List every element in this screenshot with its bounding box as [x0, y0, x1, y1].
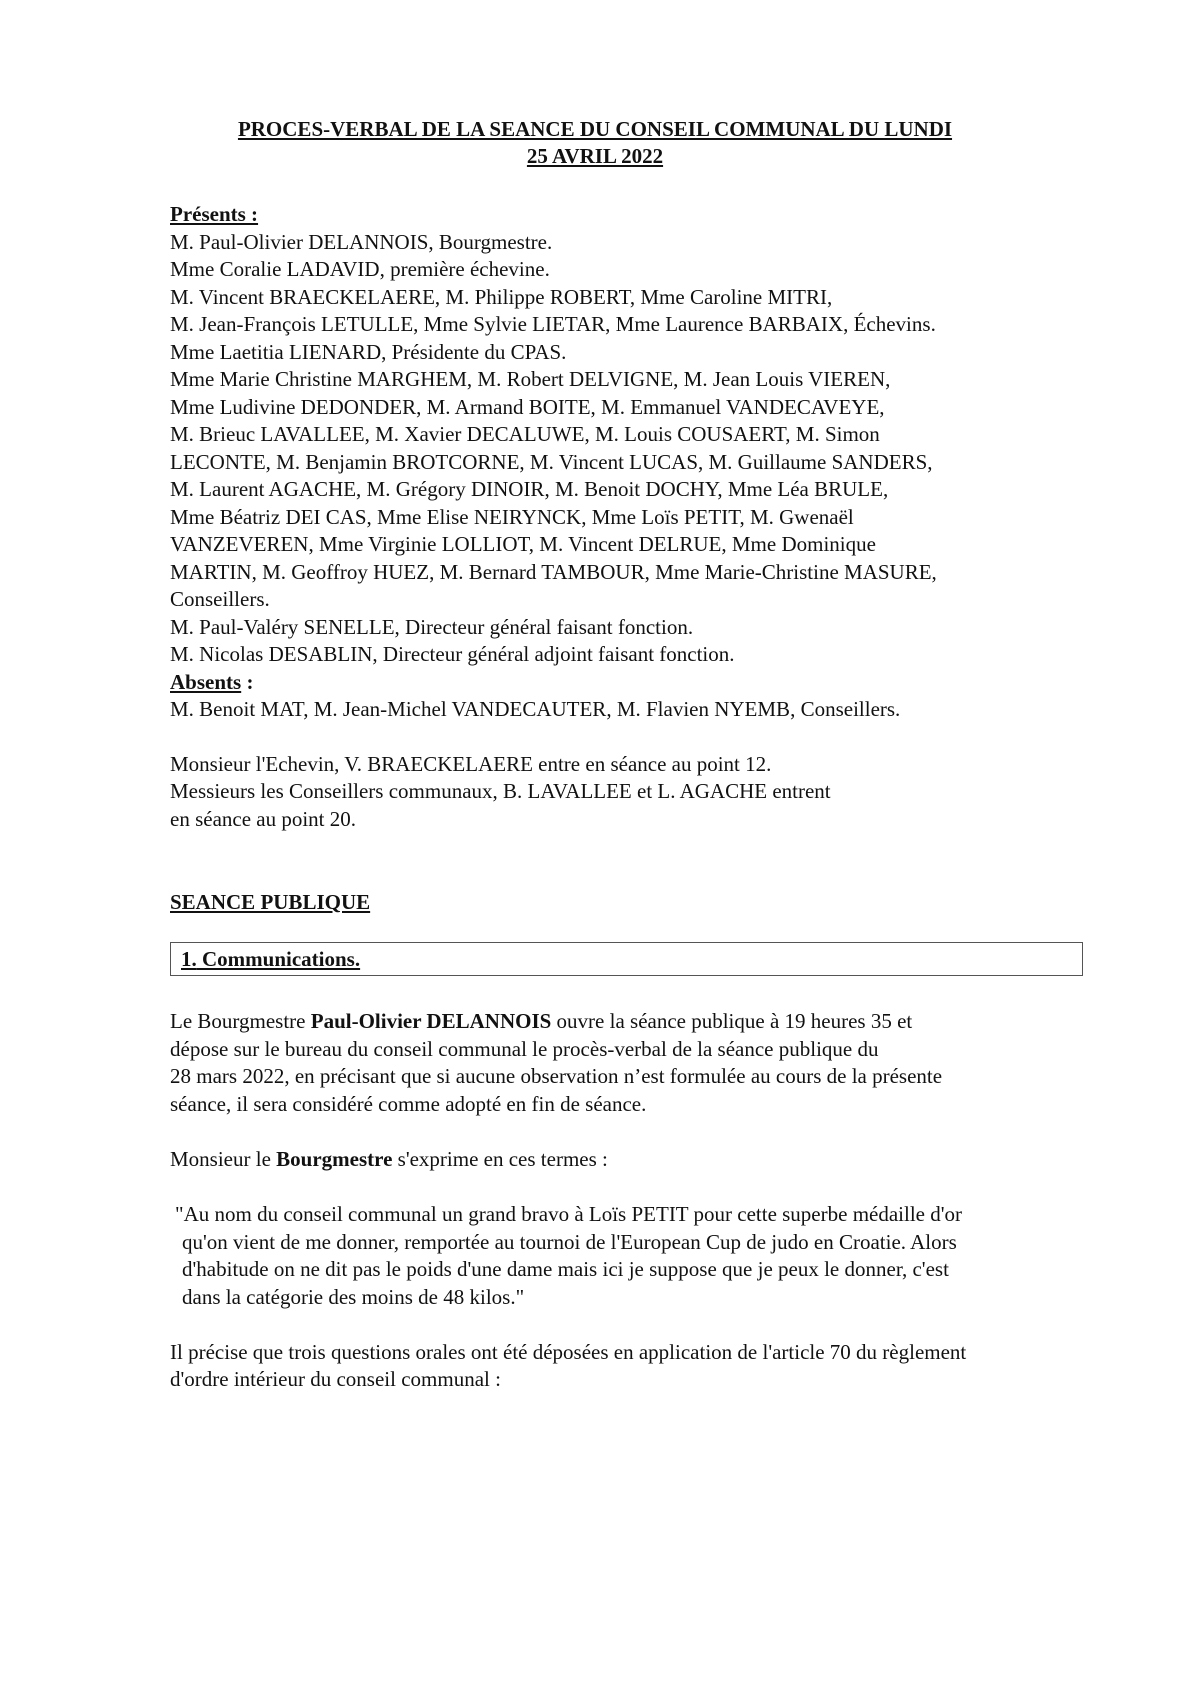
absents-heading-suffix: : [241, 670, 254, 694]
presents-line: M. Paul-Valéry SENELLE, Directeur général faisant fonction. [170, 615, 694, 639]
quote-line: dans la catégorie des moins de 48 kilos." [182, 1285, 525, 1309]
presents-line: VANZEVEREN, Mme Virginie LOLLIOT, M. Vincent DELRUE, Mme Dominique [170, 532, 876, 556]
document-title-line-1: PROCES-VERBAL DE LA SEANCE DU CONSEIL COMMUNAL DU LUNDI [237, 117, 953, 141]
agenda-item-box [170, 942, 1083, 976]
quote-line: d'habitude on ne dit pas le poids d'une dame mais ici je suppose que je peux le donner, c'est [182, 1257, 949, 1281]
presents-line: M. Vincent BRAECKELAERE, M. Philippe ROBERT, Mme Caroline MITRI, [170, 285, 833, 309]
agenda-item-title [181, 946, 360, 973]
agenda-item-number: 1. [181, 947, 197, 971]
arrival-line: Messieurs les Conseillers communaux, B. LAVALLEE et L. AGACHE entrent [170, 779, 831, 803]
presents-line: M. Brieuc LAVALLEE, M. Xavier DECALUWE, M. Louis COUSAERT, M. Simon [170, 422, 880, 446]
speech-intro-bold: Bourgmestre [276, 1147, 393, 1171]
presents-line: MARTIN, M. Geoffroy HUEZ, M. Bernard TAMBOUR, Mme Marie-Christine MASURE, [170, 560, 937, 584]
presents-line: Mme Coralie LADAVID, première échevine. [170, 257, 550, 281]
closing-line: d'ordre intérieur du conseil communal : [170, 1367, 501, 1391]
opening-prefix: Le Bourgmestre [170, 1009, 311, 1033]
presents-heading: Présents : [170, 202, 259, 226]
presents-line: M. Laurent AGACHE, M. Grégory DINOIR, M. Benoit DOCHY, Mme Léa BRULE, [170, 477, 889, 501]
opening-line: 28 mars 2022, en précisant que si aucune observation n’est formulée au cours de la présente [170, 1064, 943, 1088]
absents-heading-row [170, 669, 253, 696]
opening-line: séance, il sera considéré comme adopté en fin de séance. [170, 1092, 647, 1116]
presents-line: M. Paul-Olivier DELANNOIS, Bourgmestre. [170, 230, 553, 254]
presents-line: LECONTE, M. Benjamin BROTCORNE, M. Vincent LUCAS, M. Guillaume SANDERS, [170, 450, 933, 474]
arrival-line: en séance au point 20. [170, 807, 357, 831]
speech-intro-prefix: Monsieur le [170, 1147, 277, 1171]
speech-intro [170, 1146, 608, 1173]
section-heading: SEANCE PUBLIQUE [170, 890, 371, 914]
presents-line: M. Nicolas DESABLIN, Directeur général adjoint faisant fonction. [170, 642, 735, 666]
presents-line: Mme Ludivine DEDONDER, M. Armand BOITE, M. Emmanuel VANDECAVEYE, [170, 395, 885, 419]
presents-line: Mme Marie Christine MARGHEM, M. Robert DELVIGNE, M. Jean Louis VIEREN, [170, 367, 891, 391]
absents-heading: Absents [170, 670, 242, 694]
presents-line: Conseillers. [170, 587, 270, 611]
presents-line: M. Jean-François LETULLE, Mme Sylvie LIETAR, Mme Laurence BARBAIX, Échevins. [170, 312, 936, 336]
opening-line: dépose sur le bureau du conseil communal le procès-verbal de la séance publique du [170, 1037, 879, 1061]
presents-line: Mme Laetitia LIENARD, Présidente du CPAS. [170, 340, 567, 364]
document-title-line-2: 25 AVRIL 2022 [526, 144, 664, 168]
quote-line: qu'on vient de me donner, remportée au tournoi de l'European Cup de judo en Croatie. Alors [182, 1230, 957, 1254]
opening-rest: ouvre la séance publique à 19 heures 35 et [551, 1009, 913, 1033]
speech-intro-suffix: s'exprime en ces termes : [392, 1147, 608, 1171]
closing-line: Il précise que trois questions orales ont été déposées en application de l'article 70 du règlement [170, 1340, 967, 1364]
opening-line [170, 1008, 912, 1035]
presents-line: Mme Béatriz DEI CAS, Mme Elise NEIRYNCK, Mme Loïs PETIT, M. Gwenaël [170, 505, 854, 529]
agenda-item-label: Communications. [202, 947, 361, 971]
absents-line: M. Benoit MAT, M. Jean-Michel VANDECAUTER, M. Flavien NYEMB, Conseillers. [170, 697, 901, 721]
mayor-name: Paul-Olivier DELANNOIS [310, 1009, 552, 1033]
arrival-line: Monsieur l'Echevin, V. BRAECKELAERE entre en séance au point 12. [170, 752, 772, 776]
quote-line: "Au nom du conseil communal un grand bravo à Loïs PETIT pour cette superbe médaille d'or [175, 1202, 963, 1226]
